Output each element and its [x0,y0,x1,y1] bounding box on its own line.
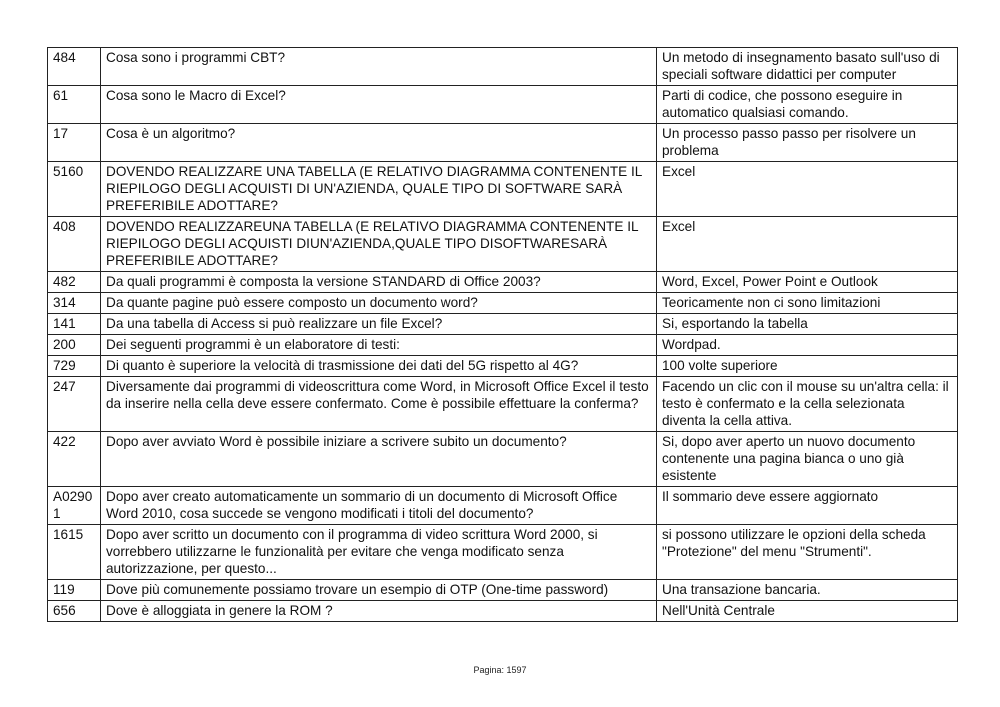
answer-cell: Una transazione bancaria. [657,580,958,601]
answer-cell: 100 volte superiore [657,356,958,377]
page-number: Pagina: 1597 [473,665,527,675]
table-row [48,356,958,377]
table-row [48,377,958,432]
question-id-cell: A02901 [48,487,101,525]
question-id-cell: 119 [48,580,101,601]
table-row [48,580,958,601]
answer-cell: Excel [657,217,958,272]
question-id-cell: 422 [48,432,101,487]
question-cell: Dopo aver creato automaticamente un sommario di un documento di Microsoft Office Word 2010, cosa succede se vengono modificati i titoli del documento? [101,487,657,525]
table-row [48,293,958,314]
question-id-cell: 200 [48,335,101,356]
answer-cell: si possono utilizzare le opzioni della scheda "Protezione" del menu "Strumenti". [657,525,958,580]
question-cell: Da quali programmi è composta la versione STANDARD di Office 2003? [101,272,657,293]
table-row [48,217,958,272]
question-cell: Di quanto è superiore la velocità di trasmissione dei dati del 5G rispetto al 4G? [101,356,657,377]
question-cell: DOVENDO REALIZZAREUNA TABELLA (E RELATIVO DIAGRAMMA CONTENENTE IL RIEPILOGO DEGLI ACQUISTI DIUN'AZIENDA,QUALE TIPO DISOFTWARESARÀ PREFERIBILE ADOTTARE? [101,217,657,272]
question-cell: Da quante pagine può essere composto un documento word? [101,293,657,314]
answer-cell: Facendo un clic con il mouse su un'altra cella: il testo è confermato e la cella selezionata diventa la cella attiva. [657,377,958,432]
question-cell: Dove è alloggiata in genere la ROM ? [101,601,657,622]
table-row [48,432,958,487]
question-id-cell: 17 [48,124,101,162]
answer-cell: Un metodo di insegnamento basato sull'uso di speciali software didattici per computer [657,48,958,86]
answer-cell: Word, Excel, Power Point e Outlook [657,272,958,293]
answer-cell: Il sommario deve essere aggiornato [657,487,958,525]
answer-cell: Wordpad. [657,335,958,356]
question-cell: Cosa sono i programmi CBT? [101,48,657,86]
table-row [48,272,958,293]
question-cell: Dei seguenti programmi è un elaboratore di testi: [101,335,657,356]
table-row [48,162,958,217]
question-id-cell: 5160 [48,162,101,217]
question-cell: Diversamente dai programmi di videoscrittura come Word, in Microsoft Office Excel il testo da inserire nella cella deve essere confermato. Come è possibile effettuare la conferma? [101,377,657,432]
answer-cell: Nell'Unità Centrale [657,601,958,622]
answer-cell: Parti di codice, che possono eseguire in automatico qualsiasi comando. [657,86,958,124]
question-id-cell: 314 [48,293,101,314]
table-row [48,314,958,335]
answer-cell: Excel [657,162,958,217]
answer-cell: Teoricamente non ci sono limitazioni [657,293,958,314]
question-id-cell: 141 [48,314,101,335]
question-cell: DOVENDO REALIZZARE UNA TABELLA (E RELATIVO DIAGRAMMA CONTENENTE IL RIEPILOGO DEGLI ACQUISTI DI UN'AZIENDA, QUALE TIPO DI SOFTWARE SARÀ PREFERIBILE ADOTTARE? [101,162,657,217]
question-cell: Da una tabella di Access si può realizzare un file Excel? [101,314,657,335]
qa-table [47,47,958,622]
question-cell: Cosa sono le Macro di Excel? [101,86,657,124]
question-id-cell: 729 [48,356,101,377]
question-id-cell: 247 [48,377,101,432]
answer-cell: Si, dopo aver aperto un nuovo documento contenente una pagina bianca o uno già esistente [657,432,958,487]
question-cell: Dove più comunemente possiamo trovare un esempio di OTP (One-time password) [101,580,657,601]
question-id-cell: 1615 [48,525,101,580]
question-id-cell: 482 [48,272,101,293]
question-cell: Cosa è un algoritmo? [101,124,657,162]
question-id-cell: 408 [48,217,101,272]
table-row [48,86,958,124]
question-cell: Dopo aver scritto un documento con il programma di video scrittura Word 2000, si vorrebbero utilizzarne le funzionalità per evitare che venga modificato senza autorizzazione, per questo... [101,525,657,580]
answer-cell: Si, esportando la tabella [657,314,958,335]
answer-cell: Un processo passo passo per risolvere un problema [657,124,958,162]
table-row [48,601,958,622]
table-row [48,525,958,580]
question-id-cell: 656 [48,601,101,622]
question-id-cell: 61 [48,86,101,124]
table-row [48,335,958,356]
table-row [48,487,958,525]
table-row [48,124,958,162]
table-row [48,48,958,86]
question-id-cell: 484 [48,48,101,86]
question-cell: Dopo aver avviato Word è possibile iniziare a scrivere subito un documento? [101,432,657,487]
